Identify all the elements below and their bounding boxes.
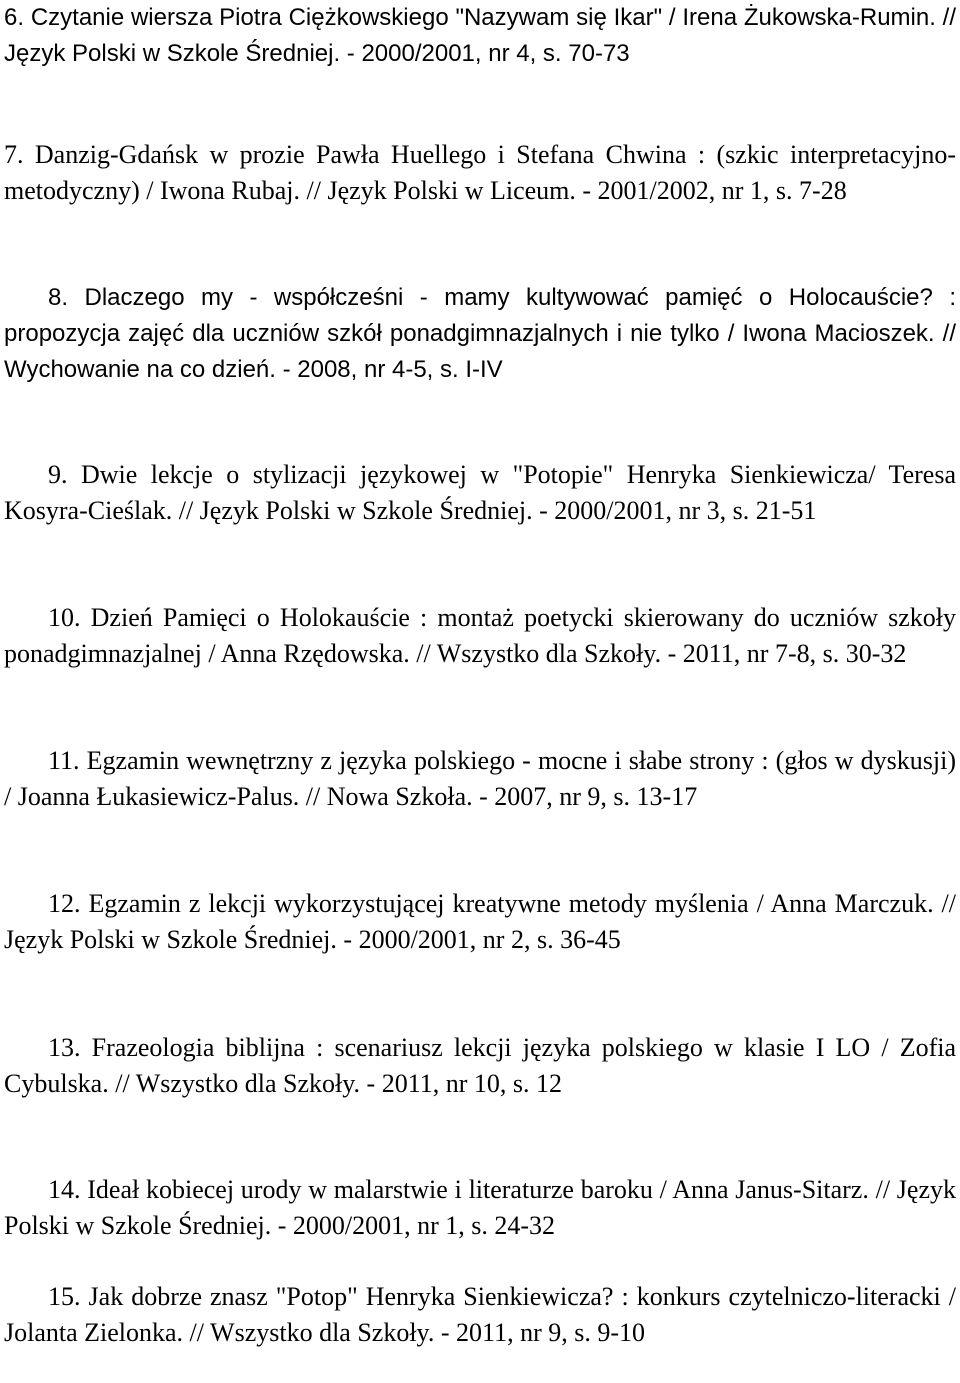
entry-text: Ideał kobiecej urody w malarstwie i literaturze baroku / Anna Janus-Sitarz. // Język Polski w Szkole Średniej. - 2000/2001, nr 1, s. 24-32 <box>4 1175 957 1240</box>
bibliography-entry-13 <box>4 1030 956 1102</box>
bibliography-entry-15 <box>4 1279 956 1351</box>
entry-number: 12. <box>48 889 81 918</box>
bibliography-entry-14 <box>4 1172 956 1244</box>
bibliography-entry-8 <box>4 280 956 388</box>
entry-text: Frazeologia biblijna : scenariusz lekcji języka polskiego w klasie I LO / Zofia Cybulska. // Wszystko dla Szkoły. - 2011, nr 10, s. 12 <box>4 1033 957 1098</box>
entry-text: Egzamin z lekcji wykorzystującej kreatywne metody myślenia / Anna Marczuk. // Język Polski w Szkole Średniej. - 2000/2001, nr 2, s. 36-45 <box>4 889 956 954</box>
entry-text: Dzień Pamięci o Holokauście : montaż poetycki skierowany do uczniów szkoły ponadgimnazjalnej / Anna Rzędowska. // Wszystko dla Szkoły. - 2011, nr 7-8, s. 30-32 <box>4 603 957 668</box>
entry-text: Dlaczego my - współcześni - mamy kultywować pamięć o Holocauście? : propozycja zajęć dla uczniów szkół ponadgimnazjalnych i nie tylko / Iwona Macioszek. // Wychowanie na co dzień. - 2008, nr 4-5, s. I-IV <box>4 284 956 383</box>
bibliography-entry-6 <box>4 0 956 72</box>
entry-number: 11. <box>48 746 80 775</box>
bibliography-entry-10 <box>4 600 956 672</box>
entry-number: 7. <box>4 140 24 169</box>
entry-number: 15. <box>48 1282 81 1311</box>
entry-number: 13. <box>48 1033 81 1062</box>
entry-number: 8. <box>48 284 69 311</box>
entry-text: Danzig-Gdańsk w prozie Pawła Huellego i Stefana Chwina : (szkic interpretacyjno-metodyczny) / Iwona Rubaj. // Język Polski w Liceum. - 2001/2002, nr 1, s. 7-28 <box>4 140 957 205</box>
entry-text: Jak dobrze znasz "Potop" Henryka Sienkiewicza? : konkurs czytelniczo-literacki / Jolanta Zielonka. // Wszystko dla Szkoły. - 2011, nr 9, s. 9-10 <box>4 1282 957 1347</box>
bibliography-entry-7 <box>4 137 956 209</box>
bibliography-entry-12 <box>4 886 956 958</box>
entry-number: 14. <box>48 1175 81 1204</box>
bibliography-entry-11 <box>4 743 956 815</box>
bibliography-entry-9 <box>4 457 956 529</box>
entry-text: Dwie lekcje o stylizacji językowej w "Potopie" Henryka Sienkiewicza/ Teresa Kosyra-Cieślak. // Język Polski w Szkole Średniej. - 2000/2001, nr 3, s. 21-51 <box>4 460 957 525</box>
entry-number: 6. <box>4 4 25 31</box>
entry-text: Egzamin wewnętrzny z języka polskiego - mocne i słabe strony : (głos w dyskusji) / Joanna Łukasiewicz-Palus. // Nowa Szkoła. - 2007, nr 9, s. 13-17 <box>4 746 957 811</box>
entry-number: 9. <box>48 460 68 489</box>
entry-text: Czytanie wiersza Piotra Ciężkowskiego "Nazywam się Ikar" / Irena Żukowska-Rumin. // Język Polski w Szkole Średniej. - 2000/2001, nr 4, s. 70-73 <box>4 4 957 67</box>
entry-number: 10. <box>48 603 81 632</box>
